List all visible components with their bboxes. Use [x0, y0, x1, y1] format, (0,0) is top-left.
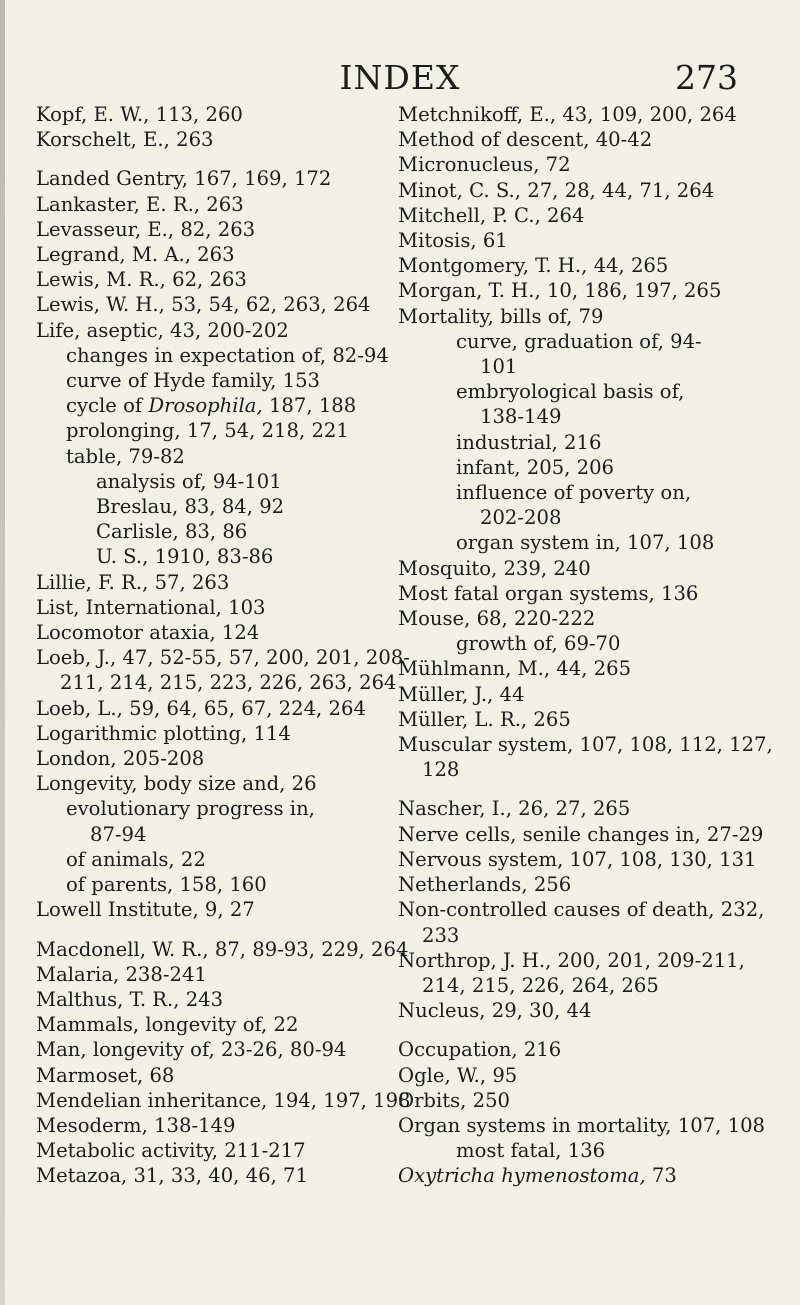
index-column-left: [36, 102, 411, 1189]
index-entry: [36, 494, 381, 519]
entry-text: Mouse, 68, 220-222: [398, 607, 596, 631]
index-entry: [36, 645, 410, 695]
index-entry: [36, 962, 381, 987]
entry-text: Nerve cells, senile changes in, 27-29: [398, 822, 764, 846]
entry-text: Metazoa, 31, 33, 40, 46, 71: [36, 1164, 308, 1188]
entry-continuation: 214, 215, 226, 264, 265: [422, 973, 659, 997]
entry-text: cycle of: [66, 394, 149, 418]
index-entry: [36, 1012, 381, 1037]
index-entry: [398, 304, 743, 329]
index-entry: [36, 1113, 381, 1138]
entry-text: Mammals, longevity of, 22: [36, 1013, 299, 1037]
entry-text: Ogle, W., 95: [398, 1063, 518, 1087]
index-entry: [398, 178, 743, 203]
page-title: INDEX: [339, 58, 461, 97]
index-entry: [398, 1037, 743, 1062]
index-entry: [398, 998, 743, 1023]
entry-text: Carlisle, 83, 86: [96, 520, 248, 544]
index-entry: [36, 318, 381, 343]
index-entry: [36, 127, 381, 152]
entry-text: Most fatal organ systems, 136: [398, 581, 699, 605]
index-entry: [398, 152, 743, 177]
index-entry: [398, 127, 743, 152]
index-entry: [36, 1163, 381, 1188]
entry-text: Metabolic activity, 211-217: [36, 1139, 306, 1163]
index-entry: [36, 1088, 411, 1113]
entry-text: Loeb, L., 59, 64, 65, 67, 224, 264: [36, 696, 366, 720]
index-entry: [36, 595, 381, 620]
index-entry: [398, 847, 757, 872]
entry-continuation: 211, 214, 215, 223, 226, 263, 264: [60, 671, 397, 695]
entry-text: infant, 205, 206: [456, 455, 615, 479]
index-entry: [398, 631, 743, 656]
entry-text: Müller, J., 44: [398, 682, 525, 706]
entry-text: Malaria, 238-241: [36, 962, 207, 986]
entry-text: Micronucleus, 72: [398, 153, 571, 177]
entry-text: Lillie, F. R., 57, 263: [36, 570, 230, 594]
entry-text: Nervous system, 107, 108, 130, 131: [398, 847, 757, 871]
index-entry: [398, 455, 743, 480]
index-entry: [36, 544, 381, 569]
entry-text: Loeb, J., 47, 52-55, 57, 200, 201, 208-: [36, 646, 410, 670]
entry-text: changes in expectation of, 82-94: [66, 343, 389, 367]
index-entry: [398, 732, 773, 782]
entry-continuation: 128: [422, 758, 460, 782]
index-entry: [36, 343, 389, 368]
entry-text: Montgomery, T. H., 44, 265: [398, 254, 669, 278]
entry-text: Korschelt, E., 263: [36, 128, 214, 152]
index-entry: [36, 620, 381, 645]
index-entry: [398, 1113, 766, 1138]
entry-text: Kopf, E. W., 113, 260: [36, 103, 243, 126]
index-entry: [398, 822, 764, 847]
index-entry: [36, 771, 381, 796]
entry-text: Mendelian inheritance, 194, 197, 198: [36, 1088, 411, 1112]
entry-text: influence of poverty on,: [456, 481, 692, 505]
index-entry: [398, 278, 743, 303]
entry-text: curve, graduation of, 94-: [456, 329, 702, 353]
entry-text: Method of descent, 40-42: [398, 128, 653, 152]
index-entry: [398, 606, 743, 631]
index-entry: [398, 379, 743, 429]
page-edge-shadow: [0, 0, 5, 1305]
entry-text: Northrop, J. H., 200, 201, 209-211,: [398, 948, 745, 972]
entry-text: List, International, 103: [36, 595, 266, 619]
entry-text: curve of Hyde family, 153: [66, 369, 321, 393]
entry-text: Mesoderm, 138-149: [36, 1113, 236, 1137]
entry-text: Netherlands, 256: [398, 873, 572, 897]
entry-text: growth of, 69-70: [456, 632, 621, 656]
entry-text: evolutionary progress in,: [66, 797, 315, 821]
index-entry: [398, 1088, 743, 1113]
index-entry: [398, 796, 743, 821]
entry-text: Muscular system, 107, 108, 112, 127,: [398, 733, 773, 757]
index-entry: [398, 897, 765, 947]
entry-text: Macdonell, W. R., 87, 89-93, 229, 264: [36, 937, 409, 961]
entry-text: analysis of, 94-101: [96, 469, 282, 493]
index-entry: [398, 707, 743, 732]
entry-text: organ system in, 107, 108: [456, 531, 715, 555]
index-entry: [398, 556, 743, 581]
index-entry: [36, 872, 381, 897]
index-entry: [398, 430, 743, 455]
entry-continuation: 138-149: [480, 405, 562, 429]
entry-continuation: 101: [480, 355, 518, 379]
index-entry: [36, 393, 381, 418]
index-entry: [36, 987, 381, 1012]
entry-text: Longevity, body size and, 26: [36, 772, 317, 796]
index-entry: [36, 696, 381, 721]
index-entry: [398, 102, 743, 127]
entry-continuation: 202-208: [480, 506, 562, 530]
entry-text: Landed Gentry, 167, 169, 172: [36, 167, 332, 191]
entry-text: embryological basis of,: [456, 380, 685, 404]
entry-text: Life, aseptic, 43, 200-202: [36, 318, 289, 342]
index-entry: [398, 1138, 743, 1163]
index-entry: [398, 203, 743, 228]
entry-text: London, 205-208: [36, 747, 205, 771]
page-number: 273: [675, 58, 738, 97]
entry-text: Mosquito, 239, 240: [398, 556, 591, 580]
index-entry: [36, 368, 381, 393]
entry-text: Locomotor ataxia, 124: [36, 621, 260, 645]
index-entry: [36, 1138, 381, 1163]
entry-text: Logarithmic plotting, 114: [36, 721, 291, 745]
index-entry: [398, 228, 743, 253]
page-header: [0, 58, 800, 98]
index-entry: [398, 253, 743, 278]
index-entry: [36, 469, 381, 494]
entry-text: Mühlmann, M., 44, 265: [398, 657, 632, 681]
index-entry: [36, 267, 381, 292]
index-column-right: [398, 102, 773, 1189]
index-entry: [36, 192, 381, 217]
index-entry: [36, 102, 381, 127]
index-entry: [36, 418, 381, 443]
entry-continuation: 233: [422, 923, 460, 947]
entry-text: Nascher, I., 26, 27, 265: [398, 797, 631, 821]
index-entry: [398, 656, 743, 681]
entry-text: Levasseur, E., 82, 263: [36, 217, 256, 241]
index-entry: [36, 1063, 381, 1088]
entry-text: Legrand, M. A., 263: [36, 243, 235, 267]
entry-text: Morgan, T. H., 10, 186, 197, 265: [398, 279, 722, 303]
index-entry: [398, 1163, 743, 1188]
entry-text: Occupation, 216: [398, 1038, 562, 1062]
entry-text: most fatal, 136: [456, 1139, 606, 1163]
index-entry: [36, 217, 381, 242]
entry-text: Nucleus, 29, 30, 44: [398, 999, 592, 1023]
entry-text: industrial, 216: [456, 430, 602, 454]
index-entry: [398, 682, 743, 707]
index-entry: [36, 937, 409, 962]
index-entry: [36, 847, 381, 872]
entry-text: of animals, 22: [66, 847, 206, 871]
entry-text: Lowell Institute, 9, 27: [36, 898, 255, 922]
index-entry: [36, 519, 381, 544]
entry-text: Lewis, M. R., 62, 263: [36, 268, 247, 292]
entry-text: prolonging, 17, 54, 218, 221: [66, 419, 349, 443]
entry-text: Organ systems in mortality, 107, 108: [398, 1113, 766, 1137]
index-entry: [36, 444, 381, 469]
index-entry: [36, 746, 381, 771]
index-entry: [398, 480, 743, 530]
entry-text: Minot, C. S., 27, 28, 44, 71, 264: [398, 178, 715, 202]
entry-text: Lewis, W. H., 53, 54, 62, 263, 264: [36, 293, 371, 317]
index-entry: [36, 166, 381, 191]
entry-text: Malthus, T. R., 243: [36, 987, 224, 1011]
index-entry: [398, 581, 743, 606]
index-entry: [36, 897, 381, 922]
entry-text: U. S., 1910, 83-86: [96, 545, 274, 569]
entry-text: Marmoset, 68: [36, 1063, 175, 1087]
entry-text: Müller, L. R., 265: [398, 707, 571, 731]
entry-text: Breslau, 83, 84, 92: [96, 495, 285, 519]
index-entry: [36, 796, 381, 846]
entry-text: Metchnikoff, E., 43, 109, 200, 264: [398, 103, 737, 126]
entry-pages: 187, 188: [262, 394, 357, 418]
entry-text: Orbits, 250: [398, 1088, 511, 1112]
index-entry: [36, 1037, 381, 1062]
entry-text: table, 79-82: [66, 444, 185, 468]
entry-text: Non-controlled causes of death, 232,: [398, 898, 765, 922]
index-entry: [398, 1063, 743, 1088]
entry-continuation: 87-94: [90, 822, 147, 846]
index-entry: [36, 292, 381, 317]
entry-pages: 73: [645, 1164, 677, 1188]
index-entry: [398, 329, 743, 379]
index-entry: [36, 570, 381, 595]
entry-text: Mortality, bills of, 79: [398, 304, 604, 328]
index-entry: [398, 948, 743, 998]
entry-text: Lankaster, E. R., 263: [36, 192, 244, 216]
index-entry: [398, 530, 743, 555]
index-entry: [36, 721, 381, 746]
index-entry: [36, 242, 381, 267]
entry-text: of parents, 158, 160: [66, 873, 267, 897]
entry-text: Man, longevity of, 23-26, 80-94: [36, 1038, 347, 1062]
entry-italic-term: Oxytricha hymenostoma,: [398, 1164, 646, 1188]
entry-italic-term: Drosophila,: [148, 394, 263, 418]
entry-text: Mitosis, 61: [398, 229, 508, 253]
index-entry: [398, 872, 743, 897]
entry-text: Mitchell, P. C., 264: [398, 203, 585, 227]
